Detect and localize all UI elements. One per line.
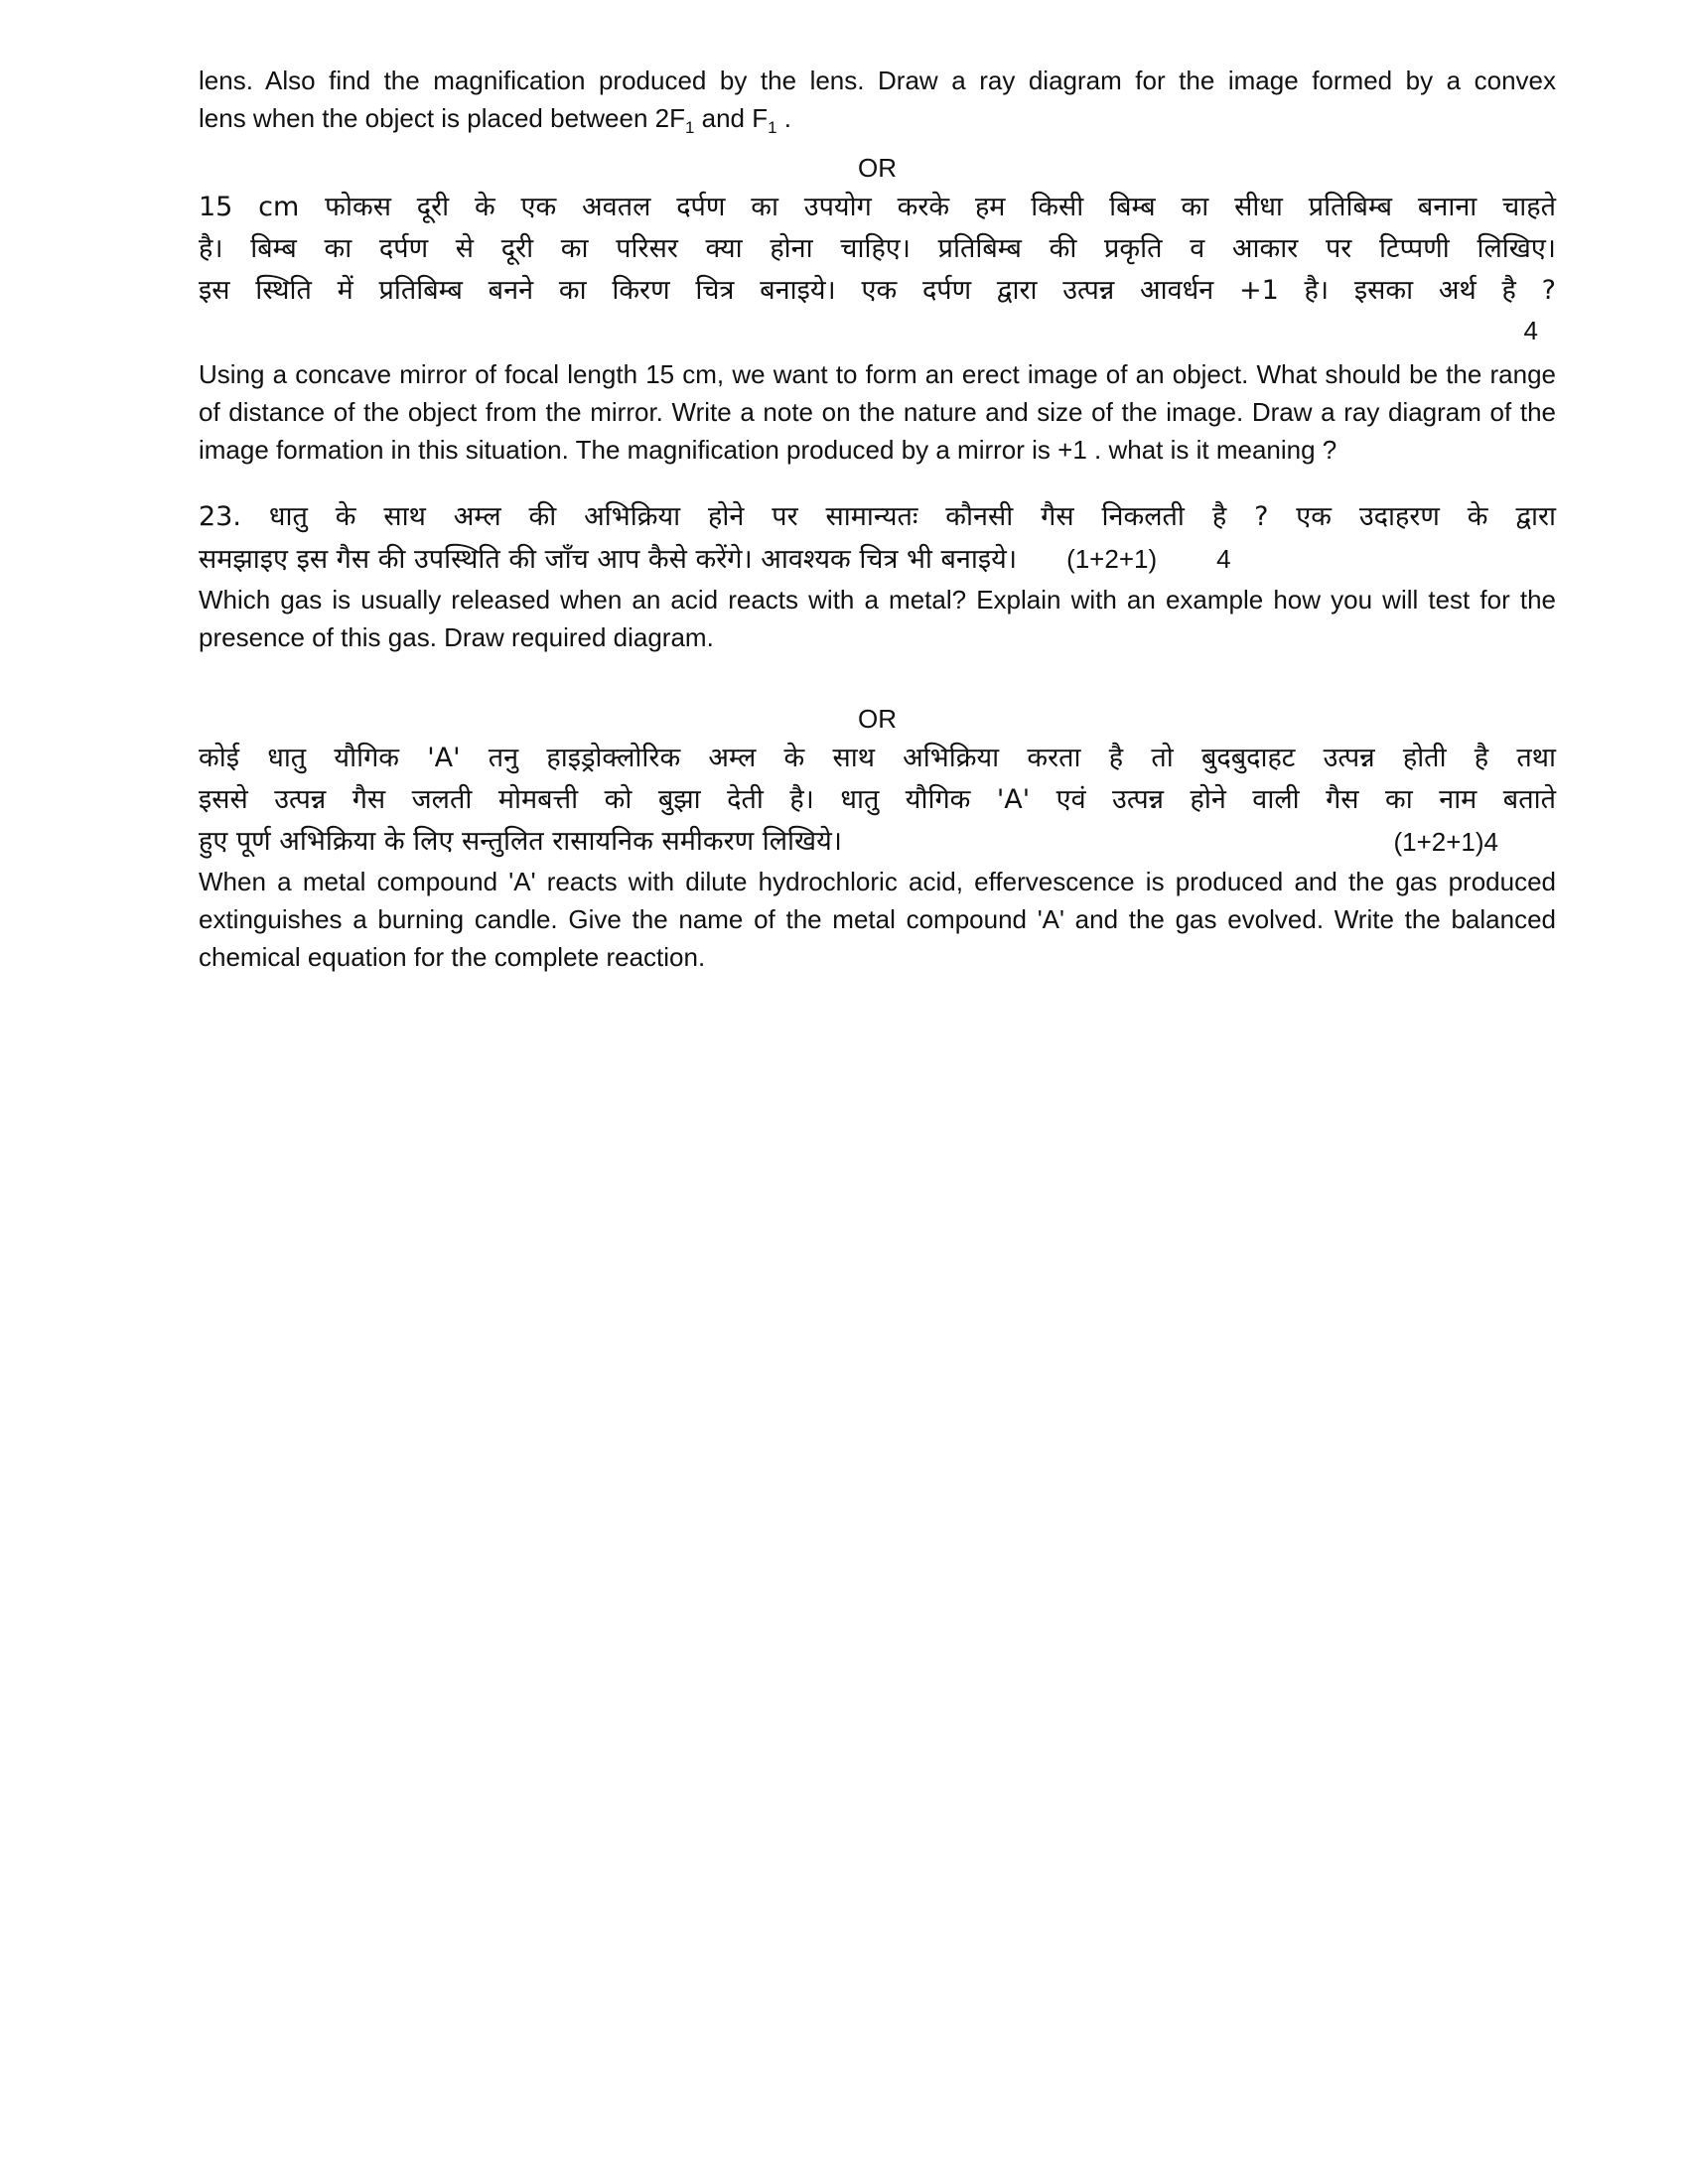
q23-hindi-line-2: [199, 538, 1556, 581]
q22-alt-hindi-line-3: इस स्थिति में प्रतिबिम्ब बनने का किरण चित्र बनाइये। एक दर्पण द्वारा उत्पन्न आवर्धन +1 है। इसका अर्थ है ?: [199, 275, 1556, 307]
q23-marks: 4: [1216, 544, 1231, 575]
exam-page: [199, 62, 1556, 976]
question-23-alternative: [199, 738, 1556, 976]
q23-hindi-line-1: 23. धातु के साथ अम्ल की अभिक्रिया होने पर सामान्यतः कौनसी गैस निकलती है ? एक उदाहरण के द्वारा: [199, 501, 1556, 533]
question-23: [199, 496, 1556, 656]
q22-alt-english: Using a concave mirror of focal length 15 cm, we want to form an erect image of an object. What should be the range of distance of the object from the mirror. Write a note on the nature and size of the image. Draw a ray diagram of the image formation in this situation. The magnification produced by a mirror is +1 . what is it meaning ?: [199, 359, 1556, 466]
question-22-continuation: [199, 62, 1556, 147]
q22-alt-hindi-line-2: है। बिम्ब का दर्पण से दूरी का परिसर क्या होना चाहिए। प्रतिबिम्ब की प्रकृति व आकार पर टिप्पणी लिखिए।: [199, 233, 1556, 265]
q22-alt-hindi-line-1: 15 cm फोकस दूरी के एक अवतल दर्पण का उपयोग करके हम किसी बिम्ब का सीधा प्रतिबिम्ब बनाना चाहते: [199, 192, 1556, 223]
question-22-alternative: [199, 187, 1556, 469]
q23-hindi-line-2-text: समझाइए इस गैस की उपस्थिति की जाँच आप कैसे करेंगे। आवश्यक चित्र भी बनाइये।: [199, 544, 1018, 576]
q22-subscript-2: 1: [768, 118, 777, 138]
or-separator-1: OR: [858, 153, 897, 184]
q22-line-2-a: lens when the object is placed between 2F: [199, 103, 685, 133]
q22-subscript-1: 1: [684, 118, 695, 138]
q23-alt-hindi-line-1: कोई धातु यौगिक 'A' तनु हाइड्रोक्लोरिक अम्ल के साथ अभिक्रिया करता है तो बुदबुदाहट उत्पन्न होती है तथा: [199, 743, 1556, 774]
q23-alt-hindi-line-2: इससे उत्पन्न गैस जलती मोमबत्ती को बुझा देती है। धातु यौगिक 'A' एवं उत्पन्न होने वाली गैस का नाम बताते: [199, 784, 1556, 816]
q23-marks-split: (1+2+1): [1066, 544, 1158, 575]
q22-line-1: lens. Also find the magnification produced by the lens. Draw a ray diagram for the image formed by a convex: [199, 66, 1556, 95]
q23-alt-english: When a metal compound 'A' reacts with dilute hydrochloric acid, effervescence is produced and the gas produced extinguishes a burning candle. Give the name of the metal compound 'A' and the gas evolved. Write the balanced chemical equation for the complete reaction.: [199, 867, 1556, 973]
q23-alt-hindi-line-3-text: हुए पूर्ण अभिक्रिया के लिए सन्तुलित रासायनिक समीकरण लिखिये।: [199, 826, 842, 858]
or-separator-2: OR: [858, 704, 897, 735]
q23-alt-marks: (1+2+1)4: [1393, 827, 1498, 858]
q22-line-2-b: and F: [694, 103, 769, 133]
q22-line-2: [199, 99, 1556, 147]
q22-line-2-c: .: [776, 103, 791, 133]
q22-alt-marks: 4: [1523, 316, 1538, 346]
q23-english: Which gas is usually released when an acid reacts with a metal? Explain with an example how you will test for the presence of this gas. Draw required diagram.: [199, 585, 1556, 653]
q23-alt-hindi-line-3: [199, 821, 1556, 863]
